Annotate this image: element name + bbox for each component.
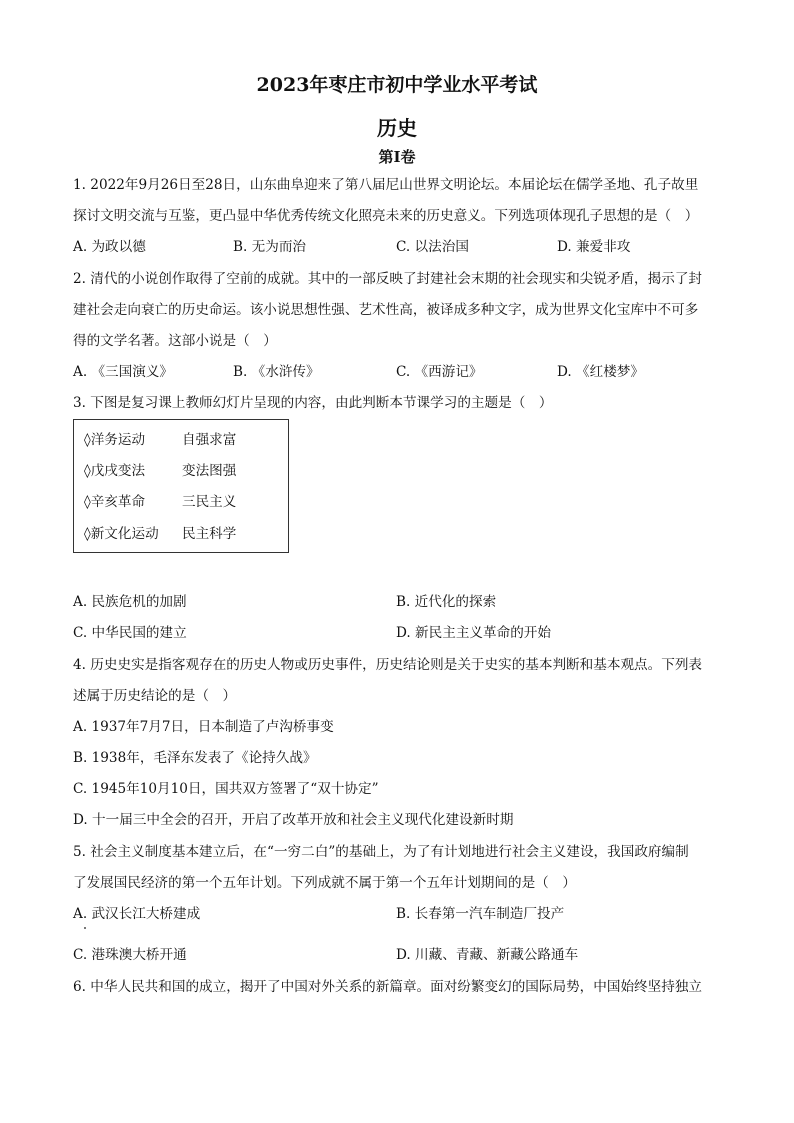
q2-option-b: B. 《水浒传》: [233, 364, 320, 380]
q2-option-c: C. 《西游记》: [396, 364, 483, 380]
subject-title: 历史: [377, 116, 417, 140]
q1-stem-line: 探讨文明交流与互鉴，更凸显中华优秀传统文化照亮未来的历史意义。下列选项体现孔子思想的是（ ）: [73, 208, 699, 224]
q4-stem-line: 4. 历史史实是指客观存在的历史人物或历史事件，历史结论则是关于史实的基本判断和基本观点。下列表: [73, 657, 703, 673]
q2-option-a: A. 《三国演义》: [73, 364, 174, 380]
q5-stem-line: 5. 社会主义制度基本建立后，在“一穷二白”的基础上，为了有计划地进行社会主义建设，我国政府编制: [73, 844, 689, 860]
slide-event: ◊辛亥革命: [84, 494, 146, 510]
slide-slogan: 三民主义: [182, 494, 237, 510]
q3-option-a: A. 民族危机的加剧: [73, 594, 187, 610]
q3-stem-line: 3. 下图是复习课上教师幻灯片呈现的内容，由此判断本节课学习的主题是（ ）: [73, 395, 553, 411]
slide-event: ◊洋务运动: [84, 432, 146, 448]
exam-title: 2023年枣庄市初中学业水平考试: [256, 74, 538, 96]
slide-slogan: 民主科学: [182, 526, 237, 542]
q4-option-d: D. 十一届三中全会的召开，开启了改革开放和社会主义现代化建设新时期: [73, 812, 514, 828]
q5-option-c: C. 港珠澳大桥开通: [73, 947, 187, 963]
q4-option-a: A. 1937年7月7日，日本制造了卢沟桥事变: [73, 719, 334, 735]
q5-option-b: B. 长春第一汽车制造厂投产: [396, 906, 565, 922]
stray-dot-mark: [84, 927, 86, 929]
slide-event: ◊新文化运动: [84, 526, 159, 542]
q1-option-b: B. 无为而治: [233, 239, 307, 255]
q1-option-a: A. 为政以德: [73, 239, 146, 255]
slide-row: [84, 525, 236, 543]
slide-slogan: 自强求富: [182, 432, 237, 448]
slide-slogan: 变法图强: [182, 463, 237, 479]
slide-row: [84, 431, 236, 449]
q5-stem-line: 了发展国民经济的第一个五年计划。下列成就不属于第一个五年计划期间的是（ ）: [73, 875, 576, 891]
section-title: 第Ⅰ卷: [378, 148, 416, 166]
slide-row: [84, 493, 236, 511]
q1-stem-line: 1. 2022年9月26日至28日，山东曲阜迎来了第八届尼山世界文明论坛。本届论坛在儒学圣地、孔子故里: [73, 177, 699, 193]
q1-option-c: C. 以法治国: [396, 239, 469, 255]
slide-row: [84, 462, 236, 480]
q3-option-b: B. 近代化的探索: [396, 594, 497, 610]
q5-option-a: A. 武汉长江大桥建成: [73, 906, 201, 922]
q4-option-b: B. 1938年，毛泽东发表了《论持久战》: [73, 750, 317, 766]
q5-option-d: D. 川藏、青藏、新藏公路通车: [396, 947, 579, 963]
q2-option-d: D. 《红楼梦》: [557, 364, 645, 380]
q4-option-c: C. 1945年10月10日，国共双方签署了“双十协定”: [73, 781, 379, 797]
q2-stem-line: 建社会走向衰亡的历史命运。该小说思想性强、艺术性高，被译成多种文字，成为世界文化宝库中不可多: [73, 302, 699, 318]
q6-stem-line: 6. 中华人民共和国的成立，揭开了中国对外关系的新篇章。面对纷繁变幻的国际局势，中国始终坚持独立: [73, 979, 703, 995]
q2-stem-line: 2. 清代的小说创作取得了空前的成就。其中的一部反映了封建社会末期的社会现实和尖锐矛盾，揭示了封: [73, 271, 703, 287]
q1-option-d: D. 兼爱非攻: [557, 239, 631, 255]
q3-option-c: C. 中华民国的建立: [73, 625, 187, 641]
q2-stem-line: 得的文学名著。这部小说是（ ）: [73, 333, 277, 349]
slide-content-box: [73, 419, 289, 553]
slide-event: ◊戊戌变法: [84, 463, 146, 479]
q3-option-d: D. 新民主主义革命的开始: [396, 625, 551, 641]
q4-stem-line: 述属于历史结论的是（ ）: [73, 688, 237, 704]
